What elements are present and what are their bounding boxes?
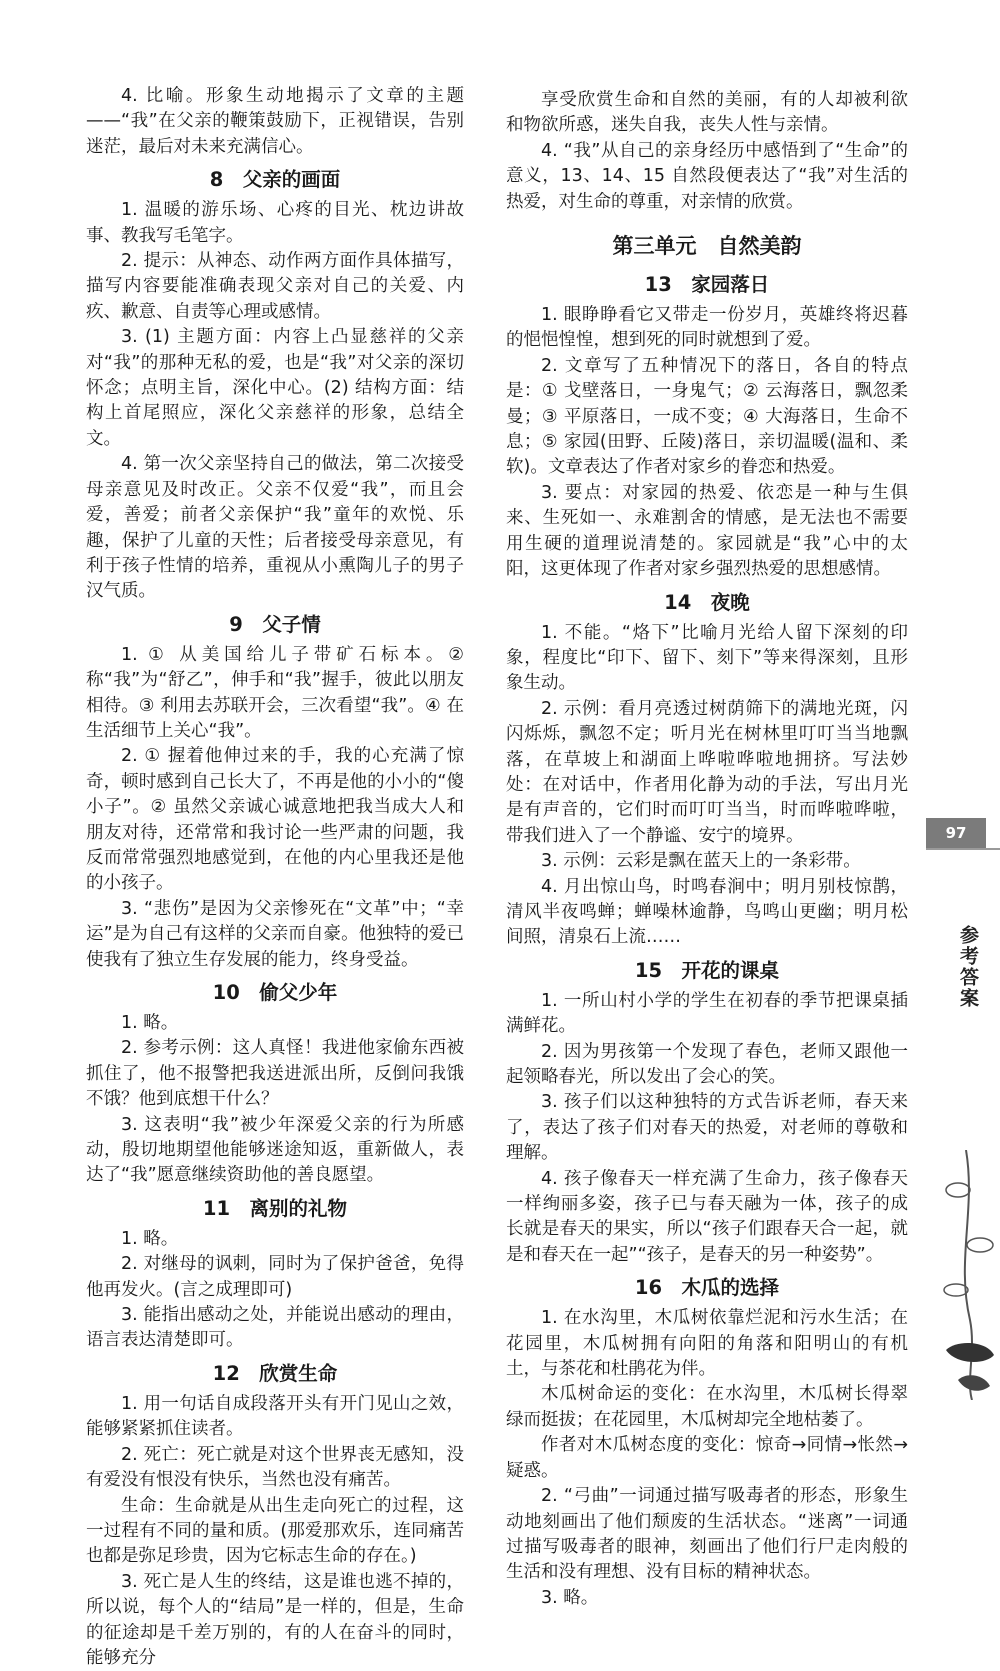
answer-paragraph: 3. 这表明“我”被少年深爱父亲的行为所感动，殷切地期望他能够迷途知返，重新做人，表达了“我”愿意继续资助他的善良愿望。 — [86, 1114, 464, 1186]
answer-paragraph: 3. (1) 主题方面：内容上凸显慈祥的父亲对“我”的那种无私的爱，也是“我”对父亲的深切怀念；点明主旨，深化中心。(2) 结构方面：结构上首尾照应，深化父亲慈祥的形象，总结全文。 — [86, 327, 464, 449]
answer-paragraph: 4. 月出惊山鸟，时鸣春涧中；明月别枝惊鹊，清风半夜鸣蝉；蝉噪林逾静，鸟鸣山更幽；明月松间照，清泉石上流…… — [506, 876, 908, 948]
answer-paragraph: 1. ① 从美国给儿子带矿石标本。② 称“我”为“舒乙”，伸手和“我”握手，彼此以朋友相待。③ 利用去苏联开会，三次看望“我”。④ 在生活细节上关心“我”。 — [86, 644, 464, 741]
right-column — [506, 88, 908, 1611]
answer-paragraph: 1. 不能。“烙下”比喻月光给人留下深刻的印象，程度比“印下、留下、刻下”等来得深刻，且形象生动。 — [506, 622, 908, 694]
section-heading: 12 欣赏生命 — [212, 1361, 338, 1385]
answer-paragraph: 2. 示例：看月亮透过树荫筛下的满地光斑，闪闪烁烁，飘忽不定；听月光在树林里叮叮当当地飘落，在草坡上和湖面上哗啦哗啦地拥挤。写法妙处：在对话中，作者用化静为动的手法，写出月光是有声音的，它们时而叮叮当当，时而哗啦哗啦，带我们进入了一个静谧、安宁的境界。 — [506, 698, 908, 846]
section-heading: 9 父子情 — [229, 612, 321, 636]
answer-paragraph: 1. 在水沟里，木瓜树依靠烂泥和污水生活；在花园里，木瓜树拥有向阳的角落和阳明山的有机土，与茶花和杜鹃花为伴。 — [506, 1308, 908, 1380]
answer-paragraph: 2. ① 握着他伸过来的手，我的心充满了惊奇，顿时感到自己长大了，不再是他的小小的“傻小子”。② 虽然父亲诚心诚意地把我当成大人和朋友对待，还常常和我讨论一些严肃的问题，我反而常常强烈地感觉到，在他的内心里我还是他的小孩子。 — [86, 746, 464, 894]
answer-paragraph: 生命：生命就是从出生走向死亡的过程，这一过程有不同的量和质。(那爱那欢乐，连同痛苦也都是弥足珍贵，因为它标志生命的存在。) — [86, 1495, 464, 1567]
answer-paragraph: 享受欣赏生命和自然的美丽，有的人却被利欲和物欲所惑，迷失自我，丧失人性与亲情。 — [506, 90, 908, 136]
answer-paragraph: 4. “我”从自己的亲身经历中感悟到了“生命”的意义，13、14、15 自然段便表达了“我”对生活的热爱，对生命的尊重，对亲情的欣赏。 — [506, 140, 908, 212]
answer-paragraph: 2. “弓曲”一词通过描写吸毒者的形态，形象生动地刻画出了他们颓废的生活状态。“迷离”一词通过描写吸毒者的眼神，刻画出了他们行尸走肉般的生活和没有理想、没有目标的精神状态。 — [506, 1486, 908, 1583]
section-heading: 14 夜晚 — [664, 590, 750, 614]
answer-paragraph: 3. 要点：对家园的热爱、依恋是一种与生俱来、生死如一、永难割舍的情感，是无法也不需要用生硬的道理说清楚的。家园就是“我”心中的太阳，这更体现了作者对家乡强烈热爱的思想感情。 — [506, 482, 908, 580]
answer-paragraph: 作者对木瓜树态度的变化：惊奇→同情→怅然→疑惑。 — [506, 1435, 908, 1481]
answer-paragraph: 1. 眼睁睁看它又带走一份岁月，英雄终将迟暮的悒悒惶惶，想到死的同时就想到了爱。 — [506, 305, 908, 351]
answer-paragraph: 2. 参考示例：这人真怪！我进他家偷东西被抓住了，他不报警把我送进派出所，反倒问我饿不饿？他到底想干什么？ — [86, 1038, 464, 1110]
answer-paragraph: 2. 文章写了五种情况下的落日，各自的特点是：① 戈壁落日，一身鬼气；② 云海落日，飘忽柔曼；③ 平原落日，一成不变；④ 大海落日，生命不息；⑤ 家园(田野、丘陵)落日，亲切温暖(温和、柔软)。文章表达了作者对家乡的眷恋和热爱。 — [506, 355, 908, 478]
answer-paragraph: 3. 示例：云彩是飘在蓝天上的一条彩带。 — [541, 851, 861, 872]
section-heading: 8 父亲的画面 — [209, 168, 341, 192]
answer-paragraph: 1. 略。 — [121, 1013, 179, 1033]
answer-paragraph: 3. 死亡是人生的终结，这是谁也逃不掉的，所以说，每个人的“结局”是一样的，但是，生命的征途却是千差万别的，有的人在奋斗的同时，能够充分 — [86, 1571, 464, 1668]
section-heading: 15 开花的课桌 — [634, 958, 780, 982]
answer-paragraph: 3. 能指出感动之处，并能说出感动的理由，语言表达清楚即可。 — [86, 1305, 464, 1351]
sidebar-divider — [926, 848, 1000, 850]
section-heading: 11 离别的礼物 — [202, 1196, 348, 1220]
section-heading: 13 家园落日 — [644, 273, 770, 297]
answer-paragraph: 3. 略。 — [541, 1587, 599, 1608]
left-column — [86, 84, 464, 1671]
answer-paragraph: 1. 略。 — [121, 1228, 179, 1249]
answer-paragraph: 4. 第一次父亲坚持自己的做法，第二次接受母亲意见及时改正。父亲不仅爱“我”，而且会爱，善爱；前者父亲保护“我”童年的欢悦、乐趣，保护了儿童的天性；后者接受母亲意见，有利于孩子性情的培养，重视从小熏陶儿子的男子汉气质。 — [86, 454, 464, 602]
answer-paragraph: 4. 比喻。形象生动地揭示了文章的主题——“我”在父亲的鞭策鼓励下，正视错误，告别迷茫，最后对未来充满信心。 — [86, 86, 464, 157]
plant-decoration-icon — [936, 1150, 996, 1400]
answer-paragraph: 1. 一所山村小学的学生在初春的季节把课桌插满鲜花。 — [506, 990, 908, 1037]
answer-paragraph: 3. 孩子们以这种独特的方式告诉老师，春天来了，表达了孩子们对春天的热爱，对老师的尊敬和理解。 — [506, 1092, 908, 1164]
answer-paragraph: 2. 死亡：死亡就是对这个世界丧无感知，没有爱没有恨没有快乐，当然也没有痛苦。 — [86, 1444, 464, 1491]
page-number: 97 — [926, 818, 986, 848]
section-heading: 16 木瓜的选择 — [634, 1276, 780, 1300]
answer-paragraph: 2. 因为男孩第一个发现了春色，老师又跟他一起领略春光，所以发出了会心的笑。 — [506, 1041, 908, 1087]
section-heading: 10 偷父少年 — [212, 981, 338, 1004]
unit-heading: 第三单元 自然美韵 — [612, 234, 802, 259]
answer-paragraph: 木瓜树命运的变化：在水沟里，木瓜树长得翠绿而挺拔；在花园里，木瓜树却完全地枯萎了。 — [506, 1384, 908, 1430]
answer-paragraph: 1. 温暖的游乐场、心疼的目光、枕边讲故事、教我写毛笔字。 — [86, 200, 464, 246]
answer-paragraph: 1. 用一句话自成段落开头有开门见山之效，能够紧紧抓住读者。 — [86, 1393, 464, 1440]
answer-paragraph: 3. “悲伤”是因为父亲惨死在“文革”中；“幸运”是为自己有这样的父亲而自豪。他独特的爱已使我有了独立生存发展的能力，终身受益。 — [86, 898, 464, 970]
answer-paragraph: 4. 孩子像春天一样充满了生命力，孩子像春天一样绚丽多姿，孩子已与春天融为一体，孩子的成长就是春天的果实，所以“孩子们跟春天合一起，就是和春天在一起”“孩子，是春天的另一种姿势”。 — [506, 1168, 908, 1265]
section-tab: 参考答案 — [957, 925, 979, 1009]
answer-paragraph: 2. 对继母的讽刺，同时为了保护爸爸，免得他再发火。(言之成理即可) — [86, 1254, 464, 1300]
answer-paragraph: 2. 提示：从神态、动作两方面作具体描写，描写内容要能准确表现父亲对自己的关爱、内疚、歉意、自责等心理或感情。 — [86, 251, 464, 322]
